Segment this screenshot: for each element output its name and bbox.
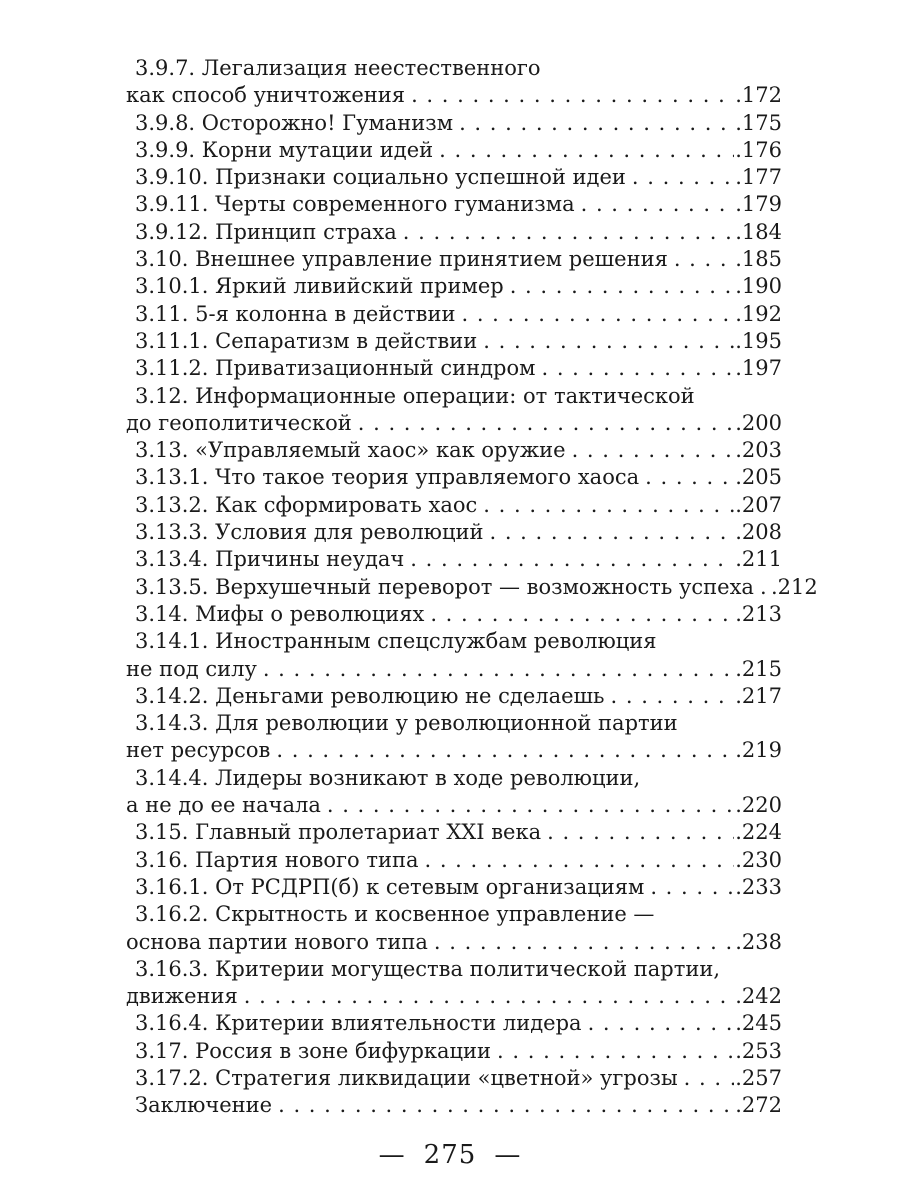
page-number-footer bbox=[0, 1135, 900, 1175]
toc-entry-line bbox=[126, 191, 782, 218]
toc-entry-page: .257 bbox=[735, 1065, 782, 1090]
toc-entry-title: 3.13.4. Причины неудач bbox=[135, 547, 405, 572]
toc-entry-page: .215 bbox=[735, 656, 782, 681]
toc-entry-page: .253 bbox=[735, 1038, 782, 1063]
toc-entry bbox=[126, 546, 782, 573]
toc-entry-title: 3.9.10. Признаки социально успешной идеи bbox=[135, 165, 626, 190]
toc-entry-title: 3.16.4. Критерии влиятельности лидера bbox=[135, 1011, 582, 1036]
toc-entry bbox=[126, 601, 782, 628]
toc-entry-title: 3.14. Мифы о революциях bbox=[135, 601, 425, 626]
toc-entry bbox=[126, 901, 782, 956]
toc-entry-line bbox=[126, 437, 782, 464]
toc-entry bbox=[126, 55, 782, 110]
toc-entry bbox=[126, 710, 782, 765]
toc-entry-line bbox=[126, 1065, 782, 1092]
toc-entry-line bbox=[126, 929, 782, 956]
dot-leader bbox=[439, 137, 734, 164]
toc-entry-page: .217 bbox=[735, 683, 782, 708]
toc-entry-page: .213 bbox=[735, 601, 782, 626]
toc-entry-title: 3.9.12. Принцип страха bbox=[135, 219, 397, 244]
toc-entry-page: .212 bbox=[770, 574, 818, 599]
dot-leader bbox=[327, 792, 734, 819]
toc-entry-title: 3.16.2. Скрытность и косвенное управление — bbox=[135, 902, 655, 927]
toc-entry-line bbox=[126, 355, 782, 382]
toc-entry-page: .200 bbox=[735, 410, 782, 435]
toc-entry-title: 3.10. Внешнее управление принятием решения bbox=[135, 247, 668, 272]
toc-entry-page: .176 bbox=[735, 137, 782, 162]
toc-entry bbox=[126, 519, 782, 546]
toc-entry-line bbox=[126, 847, 782, 874]
toc-entry-page: .208 bbox=[735, 520, 782, 545]
toc-entry bbox=[126, 628, 782, 683]
toc-entry-title: 3.16. Партия нового типа bbox=[135, 847, 419, 872]
dot-leader bbox=[430, 601, 734, 628]
toc-entry bbox=[126, 819, 782, 846]
toc-entry-page: .197 bbox=[735, 356, 782, 381]
toc-entry-line bbox=[126, 55, 782, 82]
toc-entry-page: .242 bbox=[735, 984, 782, 1009]
toc-entry-line bbox=[126, 464, 782, 491]
toc-entry-title: до геополитической bbox=[126, 410, 352, 435]
toc-entry-page: .192 bbox=[735, 301, 782, 326]
dot-leader bbox=[459, 110, 734, 137]
toc-entry-title: 3.15. Главный пролетариат XXI века bbox=[135, 820, 542, 845]
toc-entry-page: .211 bbox=[735, 547, 782, 572]
toc-entry-line bbox=[126, 383, 782, 410]
toc-entry bbox=[126, 464, 782, 491]
toc-entry-title: 3.17. Россия в зоне бифуркации bbox=[135, 1038, 492, 1063]
toc-entry bbox=[126, 1038, 782, 1065]
toc-entry-line bbox=[126, 574, 818, 601]
dot-leader bbox=[411, 82, 734, 109]
toc-entry-line bbox=[126, 273, 782, 300]
toc-entry-title: 3.14.3. Для революции у революционной партии bbox=[135, 711, 678, 736]
toc-entry-page: .195 bbox=[735, 328, 782, 353]
toc-entry bbox=[126, 246, 782, 273]
toc-entry-page: .205 bbox=[735, 465, 782, 490]
toc-entry-line bbox=[126, 628, 782, 655]
dot-leader bbox=[588, 1010, 735, 1037]
toc-entry-title: 3.9.11. Черты современного гуманизма bbox=[135, 192, 575, 217]
toc-entry-title: 3.16.1. От РСДРП(б) к сетевым организациям bbox=[135, 874, 645, 899]
dot-leader bbox=[244, 983, 734, 1010]
toc-entry-line bbox=[126, 301, 782, 328]
toc-entry-title: 3.16.3. Критерии могущества политической партии, bbox=[135, 956, 721, 981]
toc-entry-line bbox=[126, 656, 782, 683]
toc-entry-title: 3.11.1. Сепаратизм в действии bbox=[135, 328, 478, 353]
toc-entry-line bbox=[126, 1010, 782, 1037]
toc-entry-title: 3.9.9. Корни мутации идей bbox=[135, 137, 434, 162]
toc-entry-line bbox=[126, 219, 782, 246]
toc-entry-page: .185 bbox=[735, 247, 782, 272]
toc-entry-line bbox=[126, 1038, 782, 1065]
toc-entry-line bbox=[126, 519, 782, 546]
toc-entry-line bbox=[126, 492, 782, 519]
toc-entry-line bbox=[126, 792, 782, 819]
toc-entry bbox=[126, 355, 782, 382]
toc-entry-page: .172 bbox=[735, 83, 782, 108]
dot-leader bbox=[434, 929, 734, 956]
toc-entry bbox=[126, 301, 782, 328]
footer-dash-right: — bbox=[494, 1140, 522, 1170]
toc-entry-line bbox=[126, 737, 782, 764]
dot-leader bbox=[403, 219, 734, 246]
toc-entry-line bbox=[126, 82, 782, 109]
toc-entry-page: .219 bbox=[735, 738, 782, 763]
toc-entry-title: Заключение bbox=[135, 1093, 273, 1118]
toc-entry-title: 3.10.1. Яркий ливийский пример bbox=[135, 274, 504, 299]
toc-entry-title: 3.13.3. Условия для революций bbox=[135, 520, 484, 545]
toc-entry-line bbox=[126, 710, 782, 737]
toc-entry-line bbox=[126, 683, 782, 710]
toc-entry-title: движения bbox=[126, 984, 238, 1009]
toc-entry-page: .177 bbox=[735, 165, 782, 190]
toc-entry-title: 3.11. 5-я колонна в действии bbox=[135, 301, 456, 326]
toc-entry bbox=[126, 765, 782, 820]
toc-entry-title: не под силу bbox=[126, 656, 257, 681]
toc-entry-line bbox=[126, 137, 782, 164]
table-of-contents bbox=[126, 55, 818, 1120]
toc-entry-title: нет ресурсов bbox=[126, 738, 271, 763]
toc-entry-page: .233 bbox=[735, 874, 782, 899]
dot-leader bbox=[278, 1092, 734, 1119]
dot-leader bbox=[358, 410, 734, 437]
toc-entry bbox=[126, 137, 782, 164]
dot-leader bbox=[645, 464, 734, 491]
dot-leader bbox=[674, 246, 734, 273]
toc-entry-line bbox=[126, 164, 782, 191]
toc-entry-line bbox=[126, 765, 782, 792]
footer-dash-left: — bbox=[378, 1140, 406, 1170]
toc-entry-title: 3.9.7. Легализация неестественного bbox=[135, 56, 541, 80]
toc-entry bbox=[126, 219, 782, 246]
toc-entry-page: .203 bbox=[735, 438, 782, 463]
dot-leader bbox=[632, 164, 734, 191]
dot-leader bbox=[650, 874, 734, 901]
toc-entry-title: 3.13.5. Верхушечный переворот — возможность успеха bbox=[135, 574, 754, 599]
toc-entry-page: .220 bbox=[735, 793, 782, 818]
toc-entry-title: 3.13. «Управляемый хаос» как оружие bbox=[135, 438, 566, 463]
toc-entry-line bbox=[126, 874, 782, 901]
toc-entry-title: 3.13.2. Как сформировать хаос bbox=[135, 492, 478, 517]
toc-entry-title: а не до ее начала bbox=[126, 793, 321, 818]
toc-entry-page: .238 bbox=[735, 929, 782, 954]
toc-entry bbox=[126, 110, 782, 137]
toc-entry-title: 3.12. Информационные операции: от тактической bbox=[135, 383, 695, 408]
toc-entry-line bbox=[126, 410, 782, 437]
toc-entry bbox=[126, 683, 782, 710]
toc-entry bbox=[126, 1010, 782, 1037]
toc-entry bbox=[126, 574, 818, 601]
toc-entry-title: 3.14.4. Лидеры возникают в ходе революции, bbox=[135, 765, 641, 790]
toc-entry bbox=[126, 1065, 782, 1092]
toc-entry-page: .272 bbox=[735, 1093, 782, 1118]
dot-leader bbox=[483, 328, 734, 355]
toc-entry-line bbox=[126, 246, 782, 273]
dot-leader bbox=[611, 683, 735, 710]
toc-entry-title: как способ уничтожения bbox=[126, 83, 406, 108]
toc-entry-title: основа партии нового типа bbox=[126, 929, 428, 954]
toc-entry-title: 3.13.1. Что такое теория управляемого хаоса bbox=[135, 465, 640, 490]
dot-leader bbox=[424, 847, 734, 874]
toc-entry-line bbox=[126, 601, 782, 628]
toc-entry-page: .190 bbox=[735, 274, 782, 299]
toc-entry-page: .179 bbox=[735, 192, 782, 217]
toc-entry-line bbox=[126, 328, 782, 355]
toc-entry bbox=[126, 273, 782, 300]
toc-entry bbox=[126, 191, 782, 218]
toc-entry-title: 3.11.2. Приватизационный синдром bbox=[135, 356, 536, 381]
dot-leader bbox=[263, 656, 734, 683]
dot-leader bbox=[684, 1065, 735, 1092]
toc-entry bbox=[126, 492, 782, 519]
toc-entry bbox=[126, 164, 782, 191]
dot-leader bbox=[483, 492, 734, 519]
toc-entry-title: 3.17.2. Стратегия ликвидации «цветной» угрозы bbox=[135, 1065, 678, 1090]
page-number: 275 bbox=[423, 1140, 477, 1170]
toc-entry-page: .175 bbox=[735, 110, 782, 135]
dot-leader bbox=[497, 1038, 734, 1065]
toc-entry-line bbox=[126, 546, 782, 573]
dot-leader bbox=[510, 273, 735, 300]
toc-entry bbox=[126, 383, 782, 438]
dot-leader bbox=[572, 437, 735, 464]
dot-leader bbox=[760, 574, 770, 601]
dot-leader bbox=[276, 737, 734, 764]
dot-leader bbox=[410, 546, 734, 573]
toc-entry-page: .245 bbox=[735, 1011, 782, 1036]
toc-entry bbox=[126, 847, 782, 874]
toc-entry bbox=[126, 328, 782, 355]
toc-entry-title: 3.9.8. Осторожно! Гуманизм bbox=[135, 110, 454, 135]
toc-entry-page: .184 bbox=[735, 219, 782, 244]
toc-entry-line bbox=[126, 956, 782, 983]
toc-entry-line bbox=[126, 110, 782, 137]
toc-entry bbox=[126, 1092, 782, 1119]
dot-leader bbox=[581, 191, 735, 218]
toc-entry bbox=[126, 956, 782, 1011]
dot-leader bbox=[489, 519, 734, 546]
dot-leader bbox=[547, 819, 734, 846]
toc-entry-line bbox=[126, 901, 782, 928]
toc-entry-line bbox=[126, 819, 782, 846]
toc-entry-page: .207 bbox=[735, 492, 782, 517]
dot-leader bbox=[461, 301, 734, 328]
dot-leader bbox=[541, 355, 734, 382]
toc-entry-line bbox=[126, 1092, 782, 1119]
toc-entry-title: 3.14.2. Деньгами революцию не сделаешь bbox=[135, 683, 605, 708]
toc-entry-title: 3.14.1. Иностранным спецслужбам революция bbox=[135, 629, 657, 654]
toc-entry-page: .224 bbox=[735, 820, 782, 845]
toc-entry-page: .230 bbox=[735, 847, 782, 872]
toc-entry bbox=[126, 874, 782, 901]
toc-entry bbox=[126, 437, 782, 464]
toc-entry-line bbox=[126, 983, 782, 1010]
